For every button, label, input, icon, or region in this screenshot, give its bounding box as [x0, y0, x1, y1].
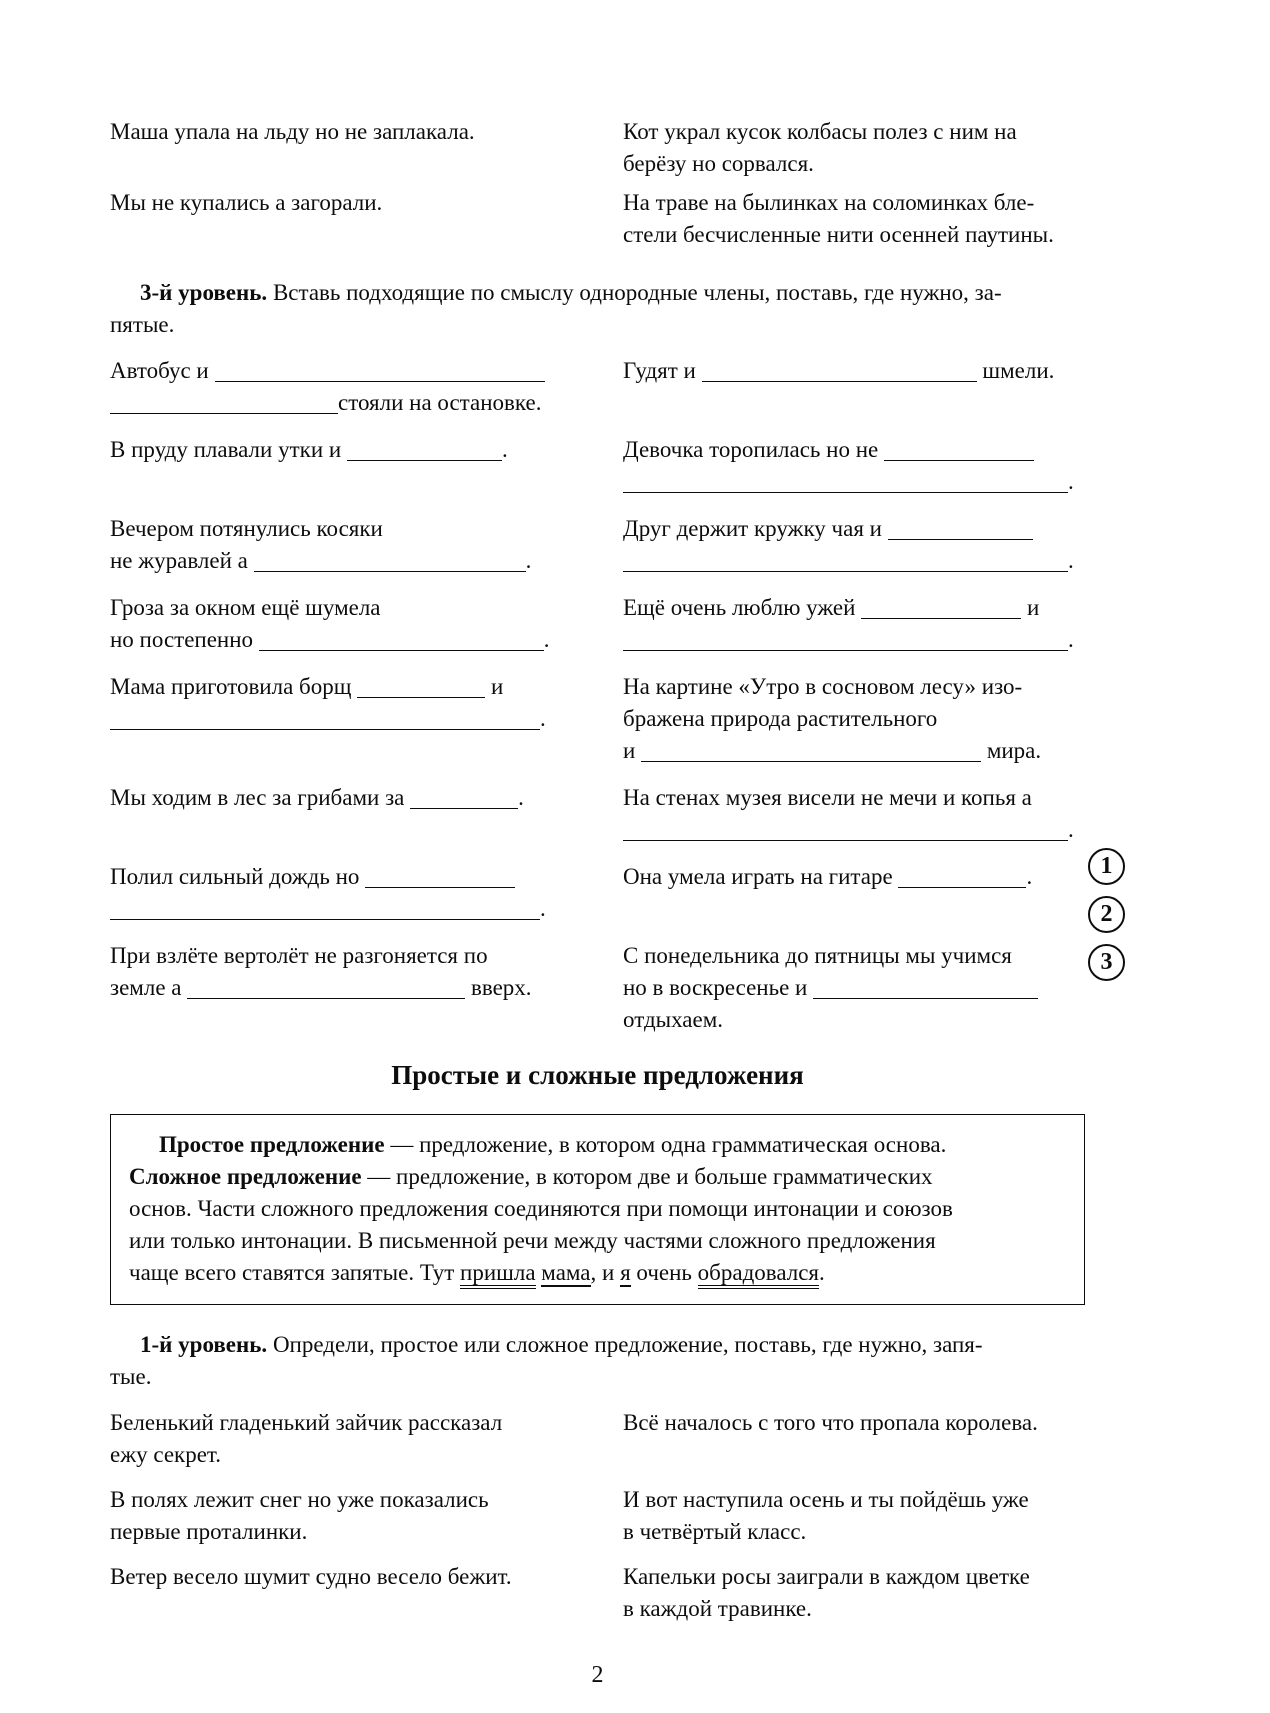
exercise-sentence — [623, 513, 1085, 577]
exercise-sentence — [110, 671, 572, 767]
fill-in-blank — [215, 364, 545, 382]
text-run: шмели. — [976, 358, 1055, 383]
exercise-sentence — [110, 1407, 572, 1471]
text-run: Капельки росы заиграли в каждом цветке — [623, 1564, 1030, 1589]
text-run: Маша упала на льду но не заплакала. — [110, 119, 475, 144]
exercise-sentence — [623, 1407, 1085, 1471]
fill-in-blank — [357, 680, 485, 698]
section-title: Простые и сложные предложения — [391, 1060, 804, 1090]
text-run: Гроза за окном ещё шумела — [110, 595, 381, 620]
circled-number-3: 3 — [1088, 944, 1125, 981]
exercise-sentence — [110, 940, 572, 1036]
text-run: . — [543, 627, 550, 652]
circled-number-2: 2 — [1088, 896, 1125, 933]
text-run: Автобус и — [110, 358, 215, 383]
fill-in-blank — [187, 981, 465, 999]
text-run: . — [1068, 548, 1074, 573]
fill-in-blank — [110, 712, 540, 730]
text-run: и — [485, 674, 504, 699]
level3-exercise — [110, 355, 1085, 1036]
text-run: Сложное предложение — [129, 1164, 362, 1189]
text-run: пятые. — [110, 312, 175, 337]
exercise-sentence — [623, 592, 1085, 656]
exercise-sentence — [623, 671, 1085, 767]
fill-in-blank — [623, 554, 1068, 572]
text-run: . — [525, 548, 532, 573]
text-run: Ветер весело шумит судно весело бежит. — [110, 1564, 512, 1589]
fill-in-blank — [813, 981, 1038, 999]
text-run: — предложение, в котором одна грамматическая основа. — [384, 1132, 947, 1157]
text-run: . — [1026, 864, 1033, 889]
text-run: Определи, простое или сложное предложение, поставь, где нужно, запя- — [267, 1332, 983, 1357]
text-run: в четвёртый класс. — [623, 1519, 807, 1544]
text-run: Мы не купались а загорали. — [110, 190, 383, 215]
text-run: отдыхаем. — [623, 1007, 724, 1032]
fill-in-blank — [623, 475, 1068, 493]
text-run: Мы ходим в лес за грибами за — [110, 785, 411, 810]
exercise-sentence — [110, 861, 572, 925]
text-run: или только интонации. В письменной речи между частями сложного предложения — [129, 1228, 936, 1253]
text-run: Девочка торопилась но не — [623, 437, 884, 462]
text-run: мира. — [981, 738, 1042, 763]
text-run: — предложение, в котором две и больше грамматических — [361, 1164, 933, 1189]
text-run: . — [501, 437, 508, 462]
text-run: чаще всего ставятся запятые. Тут — [129, 1260, 461, 1285]
text-run: . — [540, 896, 546, 921]
text-run: земле а — [110, 975, 188, 1000]
text-run: Кот украл кусок колбасы полез с ним на — [623, 119, 1017, 144]
exercise-sentence — [623, 861, 1085, 925]
text-run: 3-й уровень. — [140, 280, 268, 305]
text-run: тые. — [110, 1364, 152, 1389]
circled-number-1: 1 — [1088, 848, 1125, 885]
text-run: И вот наступила осень и ты пойдёшь уже — [623, 1487, 1029, 1512]
text-run: обрадовался — [698, 1260, 819, 1289]
text-run: мама — [541, 1260, 591, 1285]
text-run: пришла — [460, 1260, 536, 1289]
fill-in-blank — [888, 522, 1033, 540]
text-run: Друг держит кружку чая и — [623, 516, 888, 541]
text-run: Полил сильный дождь но — [110, 864, 366, 889]
text-run: С понедельника до пятницы мы учимся — [623, 943, 1012, 968]
text-run: но в воскресенье и — [623, 975, 814, 1000]
text-run: и — [1021, 595, 1040, 620]
fill-in-blank — [410, 791, 518, 809]
text-run: первые проталинки. — [110, 1519, 308, 1544]
text-run: На стенах музея висели не мечи и копья а — [623, 785, 1032, 810]
fill-in-blank — [254, 554, 526, 572]
text-run: и — [623, 738, 642, 763]
text-run: В полях лежит снег но уже показались — [110, 1487, 489, 1512]
text-run: очень — [630, 1260, 698, 1285]
exercise-sentence — [110, 116, 572, 180]
fill-in-blank — [110, 396, 338, 414]
text-run: . — [1068, 627, 1074, 652]
text-run: Ещё очень люблю ужей — [623, 595, 862, 620]
fill-in-blank — [259, 633, 544, 651]
exercise-sentence — [110, 592, 572, 656]
text-run: основ. Части сложного предложения соединяются при помощи интонации и союзов — [129, 1196, 953, 1221]
fill-in-blank — [884, 443, 1034, 461]
text-run: . — [540, 706, 546, 731]
text-run: но постепенно — [110, 627, 259, 652]
text-run: В пруду плавали утки и — [110, 437, 347, 462]
fill-in-blank — [110, 902, 540, 920]
exercise-sentence — [110, 513, 572, 577]
fill-in-blank — [641, 744, 981, 762]
level1-exercise — [110, 1407, 1085, 1625]
text-run: Вечером потянулись косяки — [110, 516, 383, 541]
exercise-sentence — [623, 1484, 1085, 1548]
level3-instruction — [110, 277, 1085, 341]
text-run: На траве на былинках на соломинках бле- — [623, 190, 1035, 215]
definition-box — [110, 1114, 1085, 1305]
exercise-sentence — [623, 116, 1085, 180]
text-run: берёзу но сорвался. — [623, 151, 814, 176]
text-run: . — [1068, 817, 1074, 842]
text-run: Всё началось с того что пропала королева. — [623, 1410, 1038, 1435]
fill-in-blank — [623, 823, 1068, 841]
top-exercise — [110, 116, 1085, 251]
fill-in-blank — [365, 870, 515, 888]
text-run: На картине «Утро в сосновом лесу» изо- — [623, 674, 1023, 699]
exercise-sentence — [623, 187, 1085, 251]
text-run: , и — [590, 1260, 621, 1285]
exercise-sentence — [623, 782, 1085, 846]
exercise-sentence — [110, 1561, 572, 1625]
text-run: стели бесчисленные нити осенней паутины. — [623, 222, 1054, 247]
exercise-sentence — [110, 782, 572, 846]
text-run: Вставь подходящие по смыслу однородные члены, поставь, где нужно, за- — [267, 280, 1002, 305]
exercise-sentence — [110, 355, 572, 419]
text-run: . — [819, 1260, 825, 1285]
text-run: стояли на остановке. — [338, 390, 542, 415]
text-run: бражена природа растительного — [623, 706, 938, 731]
text-run: Мама приготовила борщ — [110, 674, 358, 699]
text-run: ежу секрет. — [110, 1442, 222, 1467]
exercise-sentence — [623, 940, 1085, 1036]
fill-in-blank — [898, 870, 1026, 888]
exercise-sentence — [110, 187, 572, 251]
text-run: . — [1068, 469, 1074, 494]
text-run: в каждой травинке. — [623, 1596, 812, 1621]
text-run: не журавлей а — [110, 548, 254, 573]
fill-in-blank — [861, 601, 1021, 619]
text-run: . — [518, 785, 524, 810]
exercise-sentence — [623, 355, 1085, 419]
fill-in-blank — [623, 633, 1068, 651]
fill-in-blank — [347, 443, 502, 461]
level1-instruction — [110, 1329, 1085, 1393]
page-number: 2 — [591, 1662, 604, 1688]
exercise-sentence — [623, 1561, 1085, 1625]
text-run: 1-й уровень. — [140, 1332, 268, 1357]
exercise-sentence — [110, 434, 572, 498]
exercise-sentence — [623, 434, 1085, 498]
text-run: Гудят и — [623, 358, 702, 383]
text-run: Беленький гладенький зайчик рассказал — [110, 1410, 503, 1435]
text-run: вверх. — [465, 975, 532, 1000]
text-run: Она умела играть на гитаре — [623, 864, 899, 889]
text-run: Простое предложение — [159, 1132, 385, 1157]
text-run: я — [620, 1260, 631, 1285]
exercise-sentence — [110, 1484, 572, 1548]
text-run: При взлёте вертолёт не разгоняется по — [110, 943, 488, 968]
fill-in-blank — [702, 364, 977, 382]
